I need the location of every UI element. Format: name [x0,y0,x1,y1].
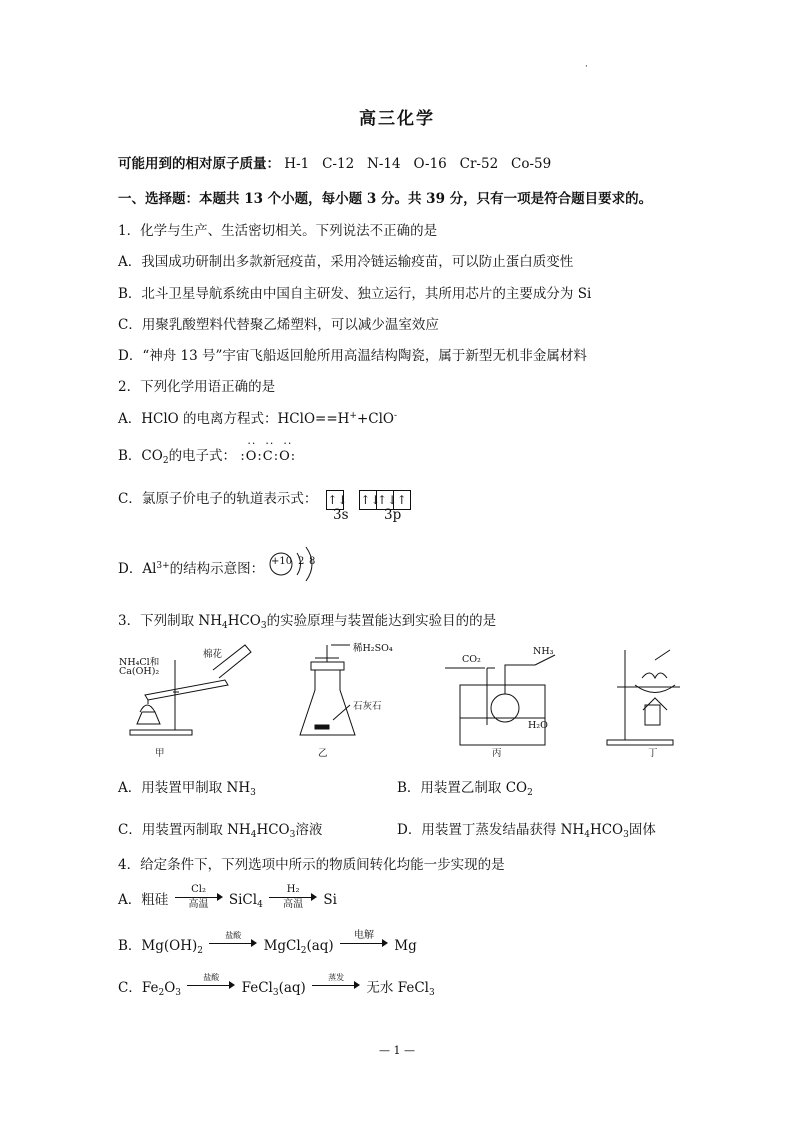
q3-stem-sub4: 4 [221,621,228,631]
acid-label: 稀H₂SO₄ [353,643,393,654]
co2-formula-text: :O:C:O: [240,449,297,464]
q4-c-4: 无水 FeCl [366,980,429,996]
q4-b-4: Mg [394,938,417,954]
q4-c-sub1: 2 [158,988,165,998]
q2-option-d [118,557,264,577]
apparatus-jia-label: 甲 [155,748,165,759]
reaction-arrow-h2 [269,884,317,910]
apparatus-yi-label: 乙 [318,748,328,759]
q4-c-sub2: 3 [175,988,181,998]
q2-b-text1: B．CO [118,448,163,464]
q2-option-c [118,487,411,510]
orbital-box-3p-1: ↑↓ [359,490,377,510]
q3-option-c [118,818,322,838]
q3-stem [118,609,496,629]
q4-a-2: SiCl [228,892,258,908]
q3-stem-3: 的实验原理与装置能达到实验目的的是 [266,613,497,629]
q2-c-text: C．氯原子价电子的轨道表示式： [118,491,318,507]
q4-c-1: C．Fe [118,980,159,996]
q3-c-3: 溶液 [295,822,323,838]
arrow-cond-top: 盐酸 [203,973,220,982]
q4-c-2: FeCl [241,980,273,996]
atomic-mass-label: 可能用到的相对原子质量： [118,156,280,172]
reagent-label-1: NH₄Cl和 [119,657,160,668]
q4-option-c [118,972,435,998]
shell-1-count: 2 [298,556,305,567]
q3-option-b [397,776,533,796]
q2-d-text2: 的结构示意图： [169,561,265,577]
q3-c-sub4: 4 [250,830,257,840]
reaction-arrow-evaporate [312,972,360,998]
q2-d-text1: D．Al [118,561,157,577]
q4-c-sub4: 3 [428,988,435,998]
co2-label: CO₂ [462,654,481,665]
q3-d-2: HCO [589,822,624,838]
orbital-box-3s: ↑↓ [326,490,344,510]
q1-option-d: D．“神舟 13 号”宇宙飞船返回舱所用高温结构陶瓷，属于新型无机非金属材料 [118,348,587,364]
label-3s: 3s [333,507,349,523]
atomic-mass-values: H-1 C-12 N-14 O-16 Cr-52 Co-59 [284,156,552,172]
al-ion-structure-diagram [266,546,326,586]
nh3-label: NH₃ [533,646,554,657]
q2-stem: 2．下列化学用语正确的是 [118,379,276,395]
q3-stem-2: HCO [227,613,261,629]
q3-b-sub: 2 [527,788,533,798]
q2-b-sub: 2 [162,456,169,466]
arrow-cond-top: 盐酸 [225,931,242,940]
q4-c-o: O [164,980,176,996]
q2-d-sup: 3+ [156,561,170,571]
q3-stem-sub3: 3 [260,621,267,631]
q4-b-sub1: 2 [197,946,203,956]
top-mark: · [585,62,588,72]
q4-stem: 4．给定条件下，下列选项中所示的物质间转化均能一步实现的是 [118,857,505,873]
q4-a-1: A．粗硅 [118,892,169,908]
label-3p: 3p [384,507,402,523]
q3-d-sub3: 3 [623,830,629,840]
shell-2-count: 8 [309,556,316,567]
q3-c-1: C．用装置丙制取 NH [118,822,251,838]
arrow-cond-bot: 高温 [188,899,209,910]
limestone-label: 石灰石 [353,701,382,712]
q3-b-text: B．用装置乙制取 CO [397,780,528,796]
reagent-label-2: Ca(OH)₂ [119,666,160,677]
q3-option-d [397,818,656,838]
atomic-mass-line [118,152,551,172]
nucleus-charge: +10 [271,556,293,567]
q3-a-sub: 3 [250,788,256,798]
h2o-label: H₂O [528,720,548,731]
q2-a-sup1: + [349,411,357,421]
q4-a-3: Si [323,892,337,908]
reaction-arrow-hcl [187,972,235,998]
q2-b-text2: 的电子式： [168,448,237,464]
arrow-cond-top: 蒸发 [328,973,345,982]
q3-d-sub4: 4 [584,830,590,840]
orbital-box-3p-2: ↑↓ [376,490,394,510]
q4-option-a [118,884,337,910]
q2-option-b [118,437,297,466]
apparatus-drawing [115,640,695,760]
q4-b-2: MgCl [263,938,301,954]
orbital-box-3p-3: ↑ [393,490,411,510]
q2-option-a [118,407,397,427]
q4-b-1: B．Mg(OH) [118,938,198,954]
q1-option-b: B．北斗卫星导航系统由中国自主研发、独立运行，其所用芯片的主要成分为 Si [118,286,592,302]
q2-a-text1: A．HClO 的电离方程式：HClO==H [118,411,350,427]
q1-option-c: C．用聚乳酸塑料代替聚乙烯塑料，可以减少温室效应 [118,317,439,333]
q2-a-sup2: - [394,411,398,421]
electron-dots-top: ·· ·· ·· [247,437,293,450]
q4-a-sub: 4 [257,900,263,910]
apparatus-figure [115,640,695,760]
q1-option-a: A．我国成功研制出多款新冠疫苗，采用冷链运输疫苗，可以防止蛋白质变性 [118,254,574,270]
arrow-cond-top: 电解 [353,930,374,941]
co2-electron-formula [240,437,297,464]
cotton-label: 棉花 [203,649,223,660]
q2-a-text2: +ClO [356,411,394,427]
arrow-cond-bot: 高温 [283,899,304,910]
reaction-arrow-cl2 [175,884,223,910]
q3-d-3: 固体 [628,822,656,838]
q3-option-a [118,776,256,796]
apparatus-bing-label: 丙 [492,748,502,759]
section-1-header: 一、选择题：本题共 13 个小题，每小题 3 分。共 39 分，只有一项是符合题目要求的。 [118,191,653,207]
q4-option-b [118,930,417,956]
q4-c-3: (aq) [278,980,306,996]
q4-b-3: (aq) [306,938,334,954]
apparatus-ding-label: 丁 [648,748,658,759]
q3-stem-1: 3．下列制取 NH [118,613,222,629]
page-number: — 1 — [379,1044,415,1057]
page-title: 高三化学 [359,109,435,129]
q3-d-1: D．用装置丁蒸发结晶获得 NH [397,822,585,838]
reaction-arrow-electrolysis [340,930,388,956]
q3-c-sub3: 3 [289,830,296,840]
q4-c-sub3: 3 [272,988,279,998]
arrow-cond-top: H₂ [286,884,300,895]
q4-b-sub2: 2 [300,946,307,956]
arrow-cond-top: Cl₂ [191,884,206,895]
q3-c-2: HCO [256,822,290,838]
q3-a-text: A．用装置甲制取 NH [118,780,251,796]
q1-stem: 1．化学与生产、生活密切相关。下列说法不正确的是 [118,223,438,239]
reaction-arrow-hcl [209,930,257,956]
